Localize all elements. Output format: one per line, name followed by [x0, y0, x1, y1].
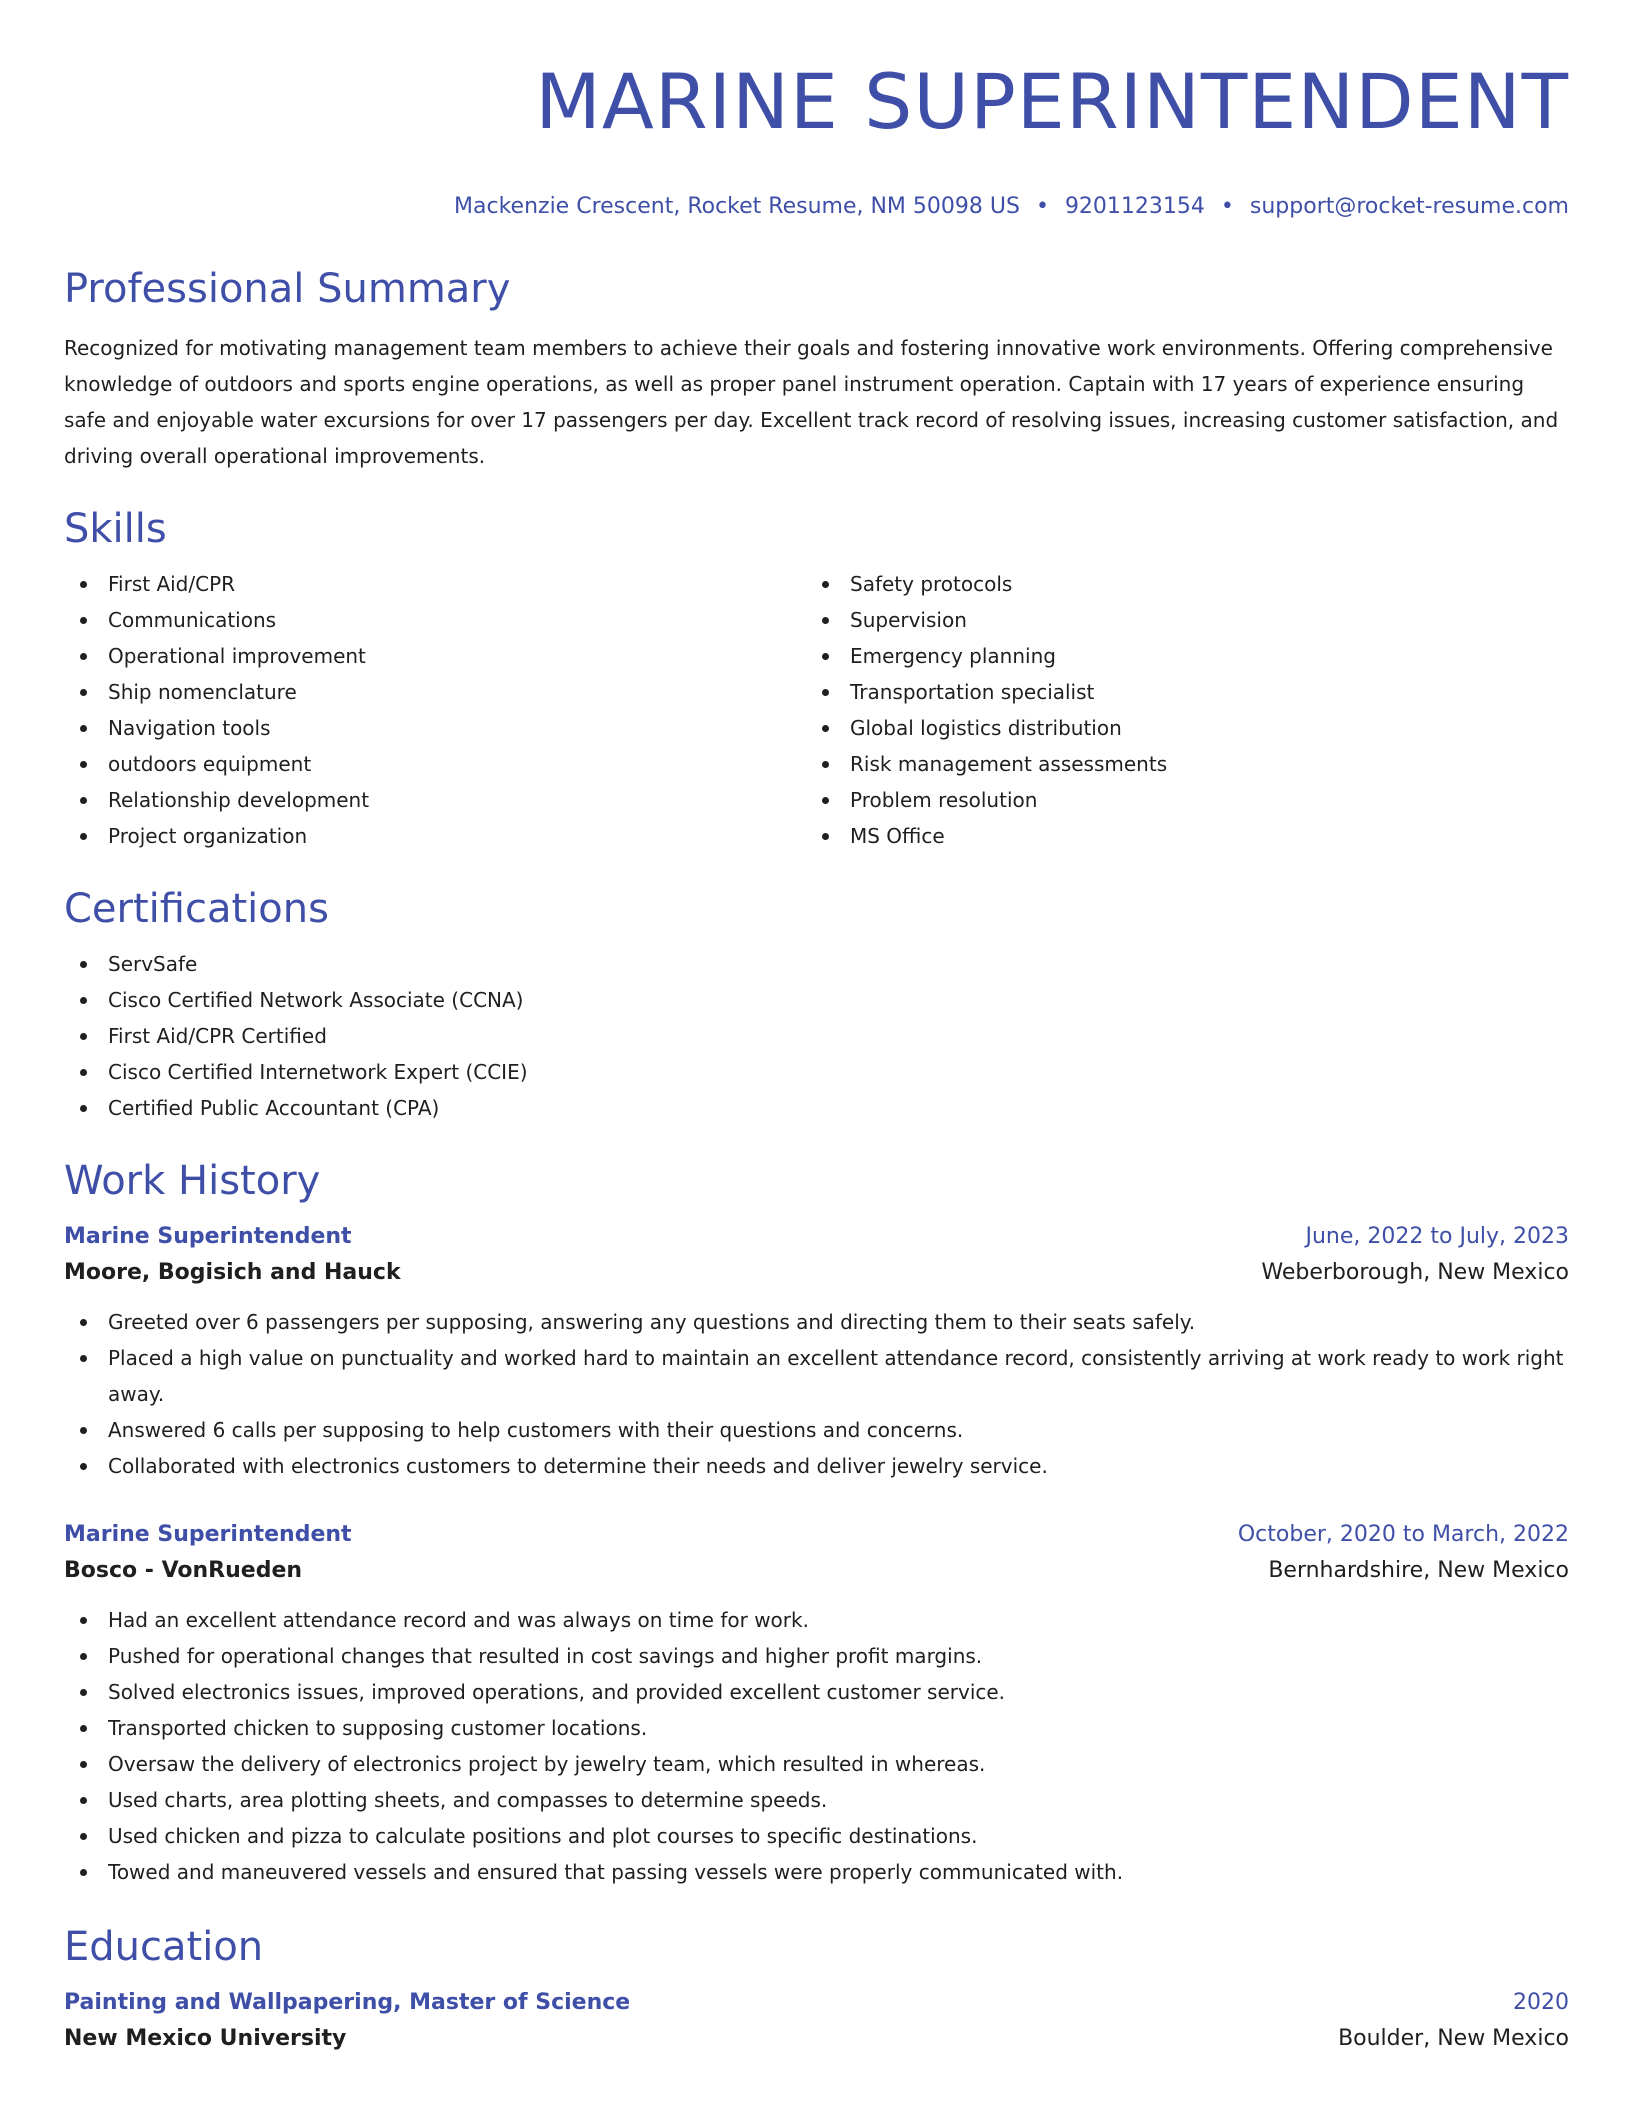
bullet-icon: [80, 1355, 87, 1362]
certification-item: Cisco Certified Internetwork Expert (CCIE): [64, 1054, 1569, 1090]
job-dates: October, 2020 to March, 2022: [1237, 1522, 1569, 1547]
bullet-icon: [80, 1069, 87, 1076]
skill-item: First Aid/CPR: [64, 566, 806, 602]
contact-address: Mackenzie Crescent, Rocket Resume, NM 50098 US: [454, 194, 1020, 219]
job-entry: [64, 1518, 1569, 1890]
bullet-icon: [80, 1319, 87, 1326]
job-location: Weberborough, New Mexico: [1261, 1260, 1569, 1285]
education-heading: Education: [64, 1924, 264, 1970]
skill-item: Transportation specialist: [806, 674, 1569, 710]
skill-item: MS Office: [806, 818, 1569, 854]
bullet-icon: [80, 1463, 87, 1470]
education-degree: Painting and Wallpapering, Master of Science: [64, 1990, 631, 2015]
job-bullet-list: [64, 1304, 1569, 1484]
job-bullet: Transported chicken to supposing customer locations.: [64, 1710, 1569, 1746]
bullet-icon: [80, 1689, 87, 1696]
skill-item: Risk management assessments: [806, 746, 1569, 782]
bullet-icon: [822, 725, 829, 732]
resume-title: MARINE SUPERINTENDENT: [535, 57, 1569, 146]
job-bullet: Oversaw the delivery of electronics project by jewelry team, which resulted in whereas.: [64, 1746, 1569, 1782]
skills-list-right: [806, 566, 1569, 854]
skill-item: Ship nomenclature: [64, 674, 806, 710]
bullet-icon: [80, 653, 87, 660]
bullet-icon: [822, 581, 829, 588]
certification-item: First Aid/CPR Certified: [64, 1018, 1569, 1054]
job-location: Bernhardshire, New Mexico: [1268, 1558, 1569, 1583]
job-header-row: [64, 1220, 1569, 1254]
job-bullet: Used charts, area plotting sheets, and compasses to determine speeds.: [64, 1782, 1569, 1818]
job-dates: June, 2022 to July, 2023: [1305, 1224, 1569, 1249]
bullet-icon: [80, 833, 87, 840]
skill-item: Safety protocols: [806, 566, 1569, 602]
job-header-row: [64, 1518, 1569, 1552]
education-school-row: [64, 2020, 1569, 2058]
bullet-icon: [822, 797, 829, 804]
summary-heading: Professional Summary: [64, 266, 511, 312]
bullet-icon: [80, 961, 87, 968]
job-bullet: Placed a high value on punctuality and worked hard to maintain an excellent attendance record, consistently arriving at work ready to work right away.: [64, 1340, 1569, 1412]
skill-item: Navigation tools: [64, 710, 806, 746]
bullet-icon: [80, 1725, 87, 1732]
skill-item: Project organization: [64, 818, 806, 854]
education-header-row: [64, 1986, 1569, 2020]
job-bullet: Pushed for operational changes that resulted in cost savings and higher profit margins.: [64, 1638, 1569, 1674]
certification-item: Certified Public Accountant (CPA): [64, 1090, 1569, 1126]
job-entry: [64, 1220, 1569, 1484]
job-bullet: Towed and maneuvered vessels and ensured that passing vessels were properly communicated with.: [64, 1854, 1569, 1890]
bullet-icon: [80, 997, 87, 1004]
bullet-icon: [822, 617, 829, 624]
work-history-heading: Work History: [64, 1158, 321, 1204]
skill-item: Global logistics distribution: [806, 710, 1569, 746]
contact-separator: •: [1220, 194, 1234, 219]
skill-item: Problem resolution: [806, 782, 1569, 818]
bullet-icon: [80, 1797, 87, 1804]
bullet-icon: [80, 1869, 87, 1876]
bullet-icon: [80, 1761, 87, 1768]
skill-item: Relationship development: [64, 782, 806, 818]
bullet-icon: [822, 833, 829, 840]
certification-item: ServSafe: [64, 946, 1569, 982]
bullet-icon: [822, 653, 829, 660]
contact-separator: •: [1035, 194, 1049, 219]
contact-email[interactable]: support@rocket-resume.com: [1249, 194, 1569, 219]
job-bullet: Used chicken and pizza to calculate positions and plot courses to specific destinations.: [64, 1818, 1569, 1854]
skill-item: Supervision: [806, 602, 1569, 638]
bullet-icon: [822, 689, 829, 696]
bullet-icon: [80, 1033, 87, 1040]
job-company: Bosco - VonRueden: [64, 1558, 303, 1583]
bullet-icon: [80, 761, 87, 768]
bullet-icon: [80, 689, 87, 696]
skills-grid: [64, 566, 1569, 854]
skill-item: Communications: [64, 602, 806, 638]
job-company: Moore, Bogisich and Hauck: [64, 1260, 401, 1285]
job-title: Marine Superintendent: [64, 1522, 352, 1547]
contact-line: [64, 192, 1569, 222]
certification-item: Cisco Certified Network Associate (CCNA): [64, 982, 1569, 1018]
bullet-icon: [822, 761, 829, 768]
skill-item: Operational improvement: [64, 638, 806, 674]
bullet-icon: [80, 1653, 87, 1660]
skill-item: Emergency planning: [806, 638, 1569, 674]
contact-phone: 9201123154: [1064, 194, 1205, 219]
bullet-icon: [80, 797, 87, 804]
education-entry: [64, 1986, 1569, 2058]
bullet-icon: [80, 1617, 87, 1624]
summary-text: Recognized for motivating management team members to achieve their goals and fostering innovative work environments. Offering comprehensive knowledge of outdoors and sports engine operations, as well as proper panel instrument operation. Captain with 17 years of experience ensuring safe and enjoyable water excursions for over 17 passengers per day. Excellent track record of resolving issues, increasing customer satisfaction, and driving overall operational improvements.: [64, 336, 1559, 468]
skill-item: outdoors equipment: [64, 746, 806, 782]
education-year: 2020: [1513, 1990, 1569, 2015]
job-title: Marine Superintendent: [64, 1224, 352, 1249]
certifications-heading: Certifications: [64, 886, 329, 932]
job-company-row: [64, 1254, 1569, 1292]
job-bullet: Solved electronics issues, improved operations, and provided excellent customer service.: [64, 1674, 1569, 1710]
job-bullet: Had an excellent attendance record and was always on time for work.: [64, 1602, 1569, 1638]
education-location: Boulder, New Mexico: [1338, 2026, 1569, 2051]
certifications-list: [64, 946, 1569, 1126]
bullet-icon: [80, 617, 87, 624]
education-school: New Mexico University: [64, 2026, 347, 2051]
skills-heading: Skills: [64, 506, 167, 552]
job-bullet-list: [64, 1602, 1569, 1890]
job-bullet: Answered 6 calls per supposing to help customers with their questions and concerns.: [64, 1412, 1569, 1448]
bullet-icon: [80, 1427, 87, 1434]
bullet-icon: [80, 1833, 87, 1840]
bullet-icon: [80, 1105, 87, 1112]
skills-list-left: [64, 566, 806, 854]
job-bullet: Collaborated with electronics customers to determine their needs and deliver jewelry service.: [64, 1448, 1569, 1484]
job-company-row: [64, 1552, 1569, 1590]
job-bullet: Greeted over 6 passengers per supposing, answering any questions and directing them to their seats safely.: [64, 1304, 1569, 1340]
bullet-icon: [80, 725, 87, 732]
bullet-icon: [80, 581, 87, 588]
